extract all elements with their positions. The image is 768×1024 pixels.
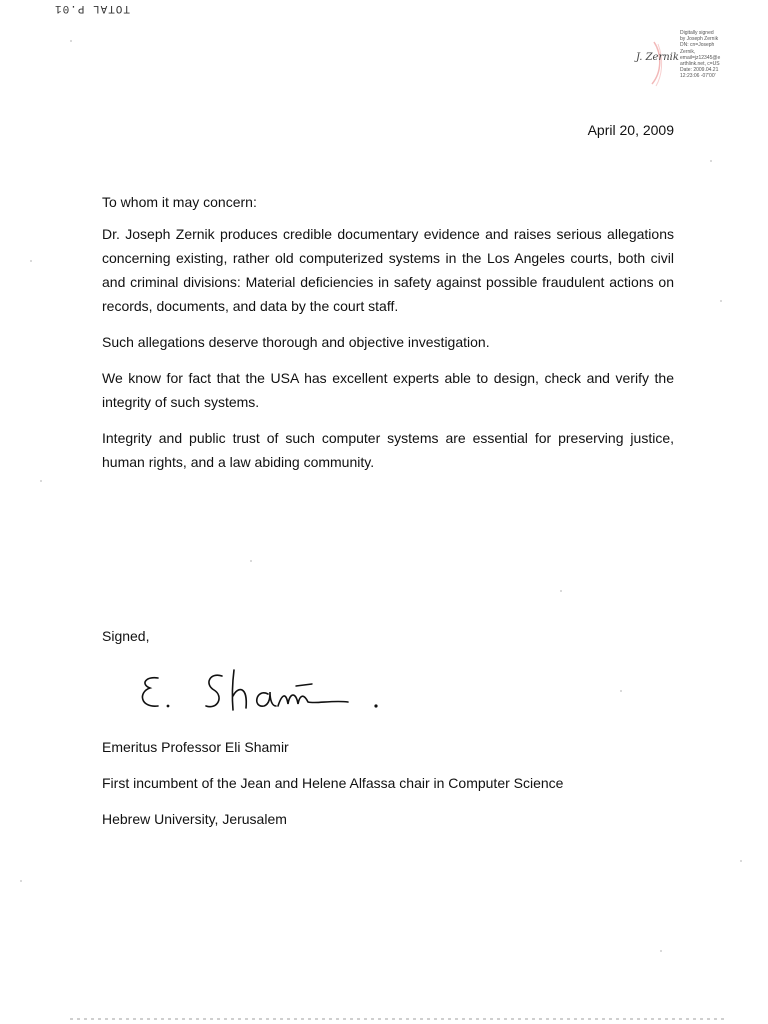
digital-signature-text [680,30,746,80]
digital-signature-line: by Joseph Zernik [680,36,719,43]
paragraph: Dr. Joseph Zernik produces credible documentary evidence and raises serious allegations concerning existing, rather old computerized systems in the Los Angeles courts, both civil and criminal divisions: Material deficiencies in safety against possible fraudulent actions on records, documents, and data by the court staff. [102,226,674,314]
handwritten-signature [136,664,386,720]
signer-name: Emeritus Professor Eli Shamir [102,739,289,755]
fax-header: TOTAL P.01 [54,2,131,14]
scan-speck [250,560,252,562]
letter-body [102,194,674,486]
paragraph: Integrity and public trust of such computer systems are essential for preserving justice, human rights, and a law abiding community. [102,430,674,470]
signer-title: First incumbent of the Jean and Helene Alfassa chair in Computer Science [102,775,564,791]
signer-institution: Hebrew University, Jerusalem [102,811,287,827]
scan-speck [560,590,562,592]
scan-speck [720,300,722,302]
signer-block [102,738,563,846]
paragraph: Such allegations deserve thorough and objective investigation. [102,334,490,350]
digital-signature-line: Digitally signed [680,30,714,36]
digital-signature-line: arthlink.net, c=US [680,61,720,68]
scan-speck [660,950,662,952]
digital-signature-mark-icon [632,38,682,88]
digital-signature-line: email=jz12345@e [680,54,721,61]
letter-date: April 20, 2009 [587,122,674,138]
scan-speck [30,260,32,262]
signed-label: Signed, [102,628,150,644]
scan-bottom-edge [70,1018,728,1020]
scan-speck [740,860,742,862]
digital-signature-line: Zernik, [680,48,696,55]
paragraph: We know for fact that the USA has excellent experts able to design, check and verify the integrity of such systems. [102,370,674,410]
scan-speck [40,480,42,482]
digital-signature-line: Date: 2009.04.21 [680,67,719,74]
digital-signature-stamp [632,30,744,92]
scan-speck [620,690,622,692]
digital-signature-cursive-name: J. Zernik [636,52,679,63]
scan-speck [710,160,712,162]
salutation: To whom it may concern: [102,194,257,210]
scan-speck [70,40,72,42]
digital-signature-line: 12:23:06 -07'00' [680,73,716,80]
digital-signature-line: DN: cn=Joseph [680,42,715,49]
scan-speck [20,880,22,882]
